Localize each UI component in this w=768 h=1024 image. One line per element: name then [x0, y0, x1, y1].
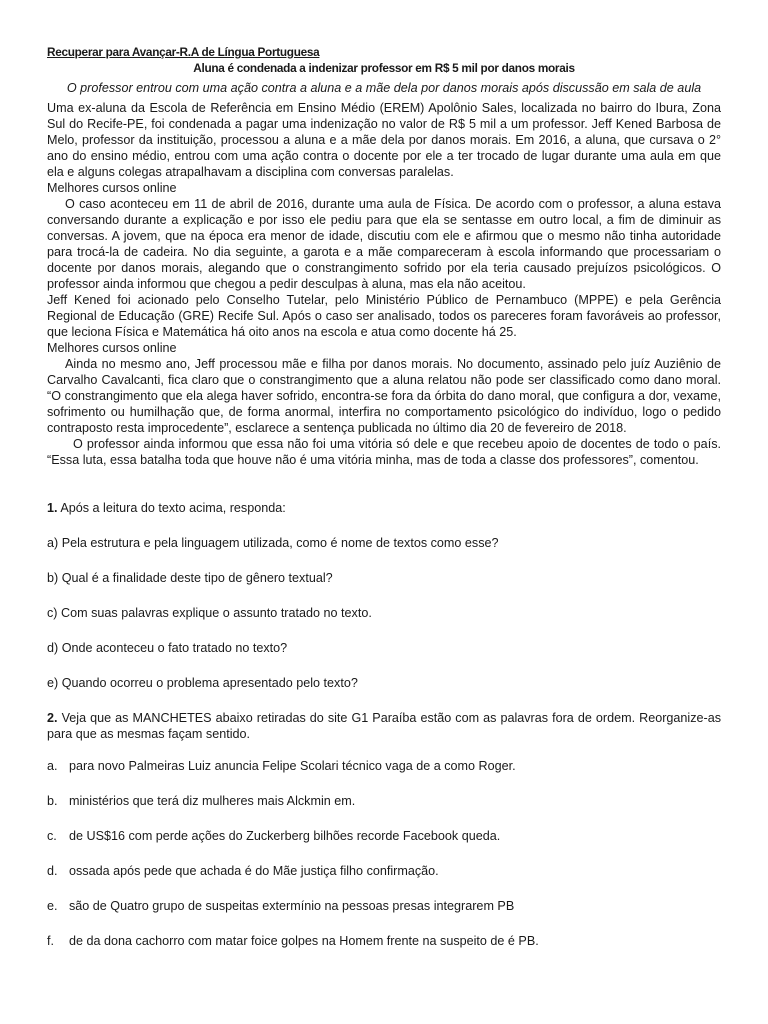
- article-body: [47, 100, 721, 468]
- option-text: ministérios que terá diz mulheres mais Alckmin em.: [69, 794, 356, 808]
- option-text: para novo Palmeiras Luiz anuncia Felipe Scolari técnico vaga de a como Roger.: [69, 759, 516, 773]
- ad-line-1: Melhores cursos online: [47, 181, 177, 195]
- option-text: Com suas palavras explique o assunto tratado no texto.: [61, 606, 372, 620]
- article-paragraph-1: Uma ex-aluna da Escola de Referência em Ensino Médio (EREM) Apolônio Sales, localizada no bairro do Ibura, Zona Sul do Recife-PE, foi condenada a pagar uma indenização no valor de R$ 5 mil a um professor. Jeff Kened Barbosa de Melo, professor da instituição, processou a aluna e a mãe dela por danos morais. Em 2016, a aluna, que cursava o 2° ano do ensino médio, entrou com uma ação contra o docente por ele a ter trocado de lugar durante uma aula em que ela e alguns colegas atrapalhavam a disciplina com conversas paralelas.: [47, 101, 721, 179]
- option-letter: a.: [47, 759, 58, 773]
- question-1a: [47, 535, 721, 551]
- option-text: Pela estrutura e pela linguagem utilizada, como é nome de textos como esse?: [61, 536, 499, 550]
- question-2c: [47, 828, 721, 844]
- option-letter: d.: [47, 864, 58, 878]
- question-2d: [47, 863, 721, 879]
- option-letter: d): [47, 641, 59, 655]
- question-2f: [47, 933, 721, 949]
- article-paragraph-5: O professor ainda informou que essa não foi uma vitória só dele e que recebeu apoio de docentes de todo o país. “Essa luta, essa batalha toda que houve não é uma vitória minha, mas de toda a classe dos professores”, comentou.: [47, 437, 721, 467]
- option-letter: f.: [47, 934, 54, 948]
- option-letter: c.: [47, 829, 57, 843]
- option-letter: e): [47, 676, 59, 690]
- option-text: de da dona cachorro com matar foice golpes na Homem frente na suspeito de é PB.: [69, 934, 539, 948]
- question-2b: [47, 793, 721, 809]
- question-2a: [47, 758, 721, 774]
- article-paragraph-2: O caso aconteceu em 11 de abril de 2016, durante uma aula de Física. De acordo com o professor, a aluna estava conversando durante a explicação e por isso ele pediu para que ela se sentasse em outro local, a fim de diminuir as conversas. A jovem, que na época era menor de idade, discutiu com ele e afirmou que o mesmo não tinha autoridade para trocá-la de cadeira. No dia seguinte, a garota e a mãe compareceram à escola informando que processariam o docente por danos morais, alegando que o constrangimento sofrido por ela teria causado prejuízos psicológicos. O professor ainda informou que chegou a pedir desculpas à aluna, mas ela não aceitou.: [47, 197, 721, 291]
- question-2-intro: Veja que as MANCHETES abaixo retiradas do site G1 Paraíba estão com as palavras fora de ordem. Reorganize-as para que as mesmas façam sentido.: [47, 711, 722, 741]
- option-letter: b): [47, 571, 59, 585]
- ad-line-2: Melhores cursos online: [47, 341, 177, 355]
- question-1c: [47, 605, 721, 621]
- question-1d: [47, 640, 721, 656]
- option-text: são de Quatro grupo de suspeitas extermínio na pessoas presas integrarem PB: [69, 899, 515, 913]
- question-2e: [47, 898, 721, 914]
- article-headline: Aluna é condenada a indenizar professor em R$ 5 mil por danos morais: [193, 61, 575, 75]
- question-1: [47, 500, 721, 516]
- option-text: Qual é a finalidade deste tipo de gênero textual?: [61, 571, 333, 585]
- option-text: Quando ocorreu o problema apresentado pelo texto?: [61, 676, 358, 690]
- article-paragraph-4: Ainda no mesmo ano, Jeff processou mãe e filha por danos morais. No documento, assinado pelo juíz Auziênio de Carvalho Cavalcanti, fica claro que o constrangimento que a aluna relatou não pode ser classificado como dano moral. “O constrangimento que ela alega haver sofrido, encontra-se fora da órbita do dano moral, que configura a dor, vexame, sofrimento ou humilhação que, de forma anormal, interfira no comportamento psicológico do indivíduo, logo o pedido contraposto resta improcedente”, esclarece a sentença publicada no último dia 20 de fevereiro de 2018.: [47, 357, 721, 435]
- question-2: [47, 710, 721, 742]
- option-text: Onde aconteceu o fato tratado no texto?: [61, 641, 288, 655]
- option-text: ossada após pede que achada é do Mãe justiça filho confirmação.: [69, 864, 439, 878]
- question-1-number: 1.: [47, 501, 58, 515]
- article-subtitle: O professor entrou com uma ação contra a aluna e a mãe dela por danos morais após discussão em sala de aula: [66, 81, 702, 95]
- course-title: Recuperar para Avançar-R.A de Língua Portuguesa: [47, 45, 320, 59]
- option-letter: e.: [47, 899, 58, 913]
- option-letter: c): [47, 606, 58, 620]
- question-2-number: 2.: [47, 711, 58, 725]
- questions-section: [47, 500, 721, 949]
- question-1e: [47, 675, 721, 691]
- document-page: [47, 44, 721, 968]
- option-text: de US$16 com perde ações do Zuckerberg bilhões recorde Facebook queda.: [69, 829, 501, 843]
- article-paragraph-3: Jeff Kened foi acionado pelo Conselho Tutelar, pelo Ministério Público de Pernambuco (MPPE) e pela Gerência Regional de Educação (GRE) Recife Sul. Após o caso ser analisado, todos os pareceres foram favoráveis ao professor, que leciona Física e Matemática há oito anos na escola e atua como docente há 25.: [47, 293, 721, 339]
- option-letter: b.: [47, 794, 58, 808]
- question-1b: [47, 570, 721, 586]
- question-1-intro: Após a leitura do texto acima, responda:: [60, 501, 286, 515]
- option-letter: a): [47, 536, 59, 550]
